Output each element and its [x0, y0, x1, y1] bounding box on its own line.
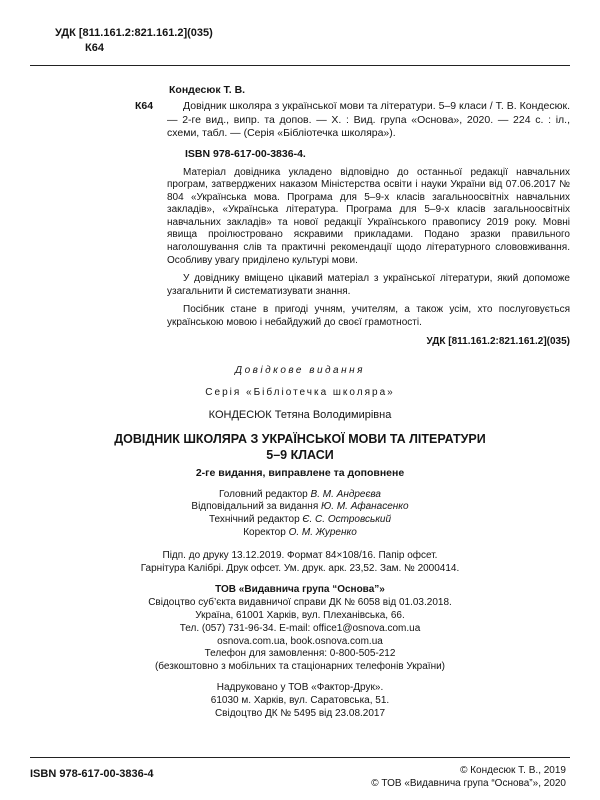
- edition-block: [30, 364, 570, 721]
- top-divider: [30, 65, 570, 66]
- printer-block: [30, 682, 570, 720]
- edition-kind: Довідкове видання: [235, 364, 365, 376]
- publisher-address: Україна, 61001 Харків, вул. Плеханівська, 66.: [195, 610, 405, 621]
- staff-role: Головний редактор: [218, 488, 308, 500]
- order-phone-note: (безкоштовно з мобільних та стаціонарних телефонів України): [154, 661, 446, 673]
- staff-credit: [30, 514, 570, 527]
- catalog-code: К64: [135, 100, 154, 112]
- printer-name: Надруковано у ТОВ «Фактор-Друк».: [216, 681, 384, 693]
- print-parameters-line: Підп. до друку 13.12.2019. Формат 84×108/16. Папір офсет.: [162, 549, 438, 561]
- staff-credit: [30, 527, 570, 540]
- publisher-block: [30, 584, 570, 674]
- annotation-paragraph: У довіднику вміщено цікавий матеріал з української літератури, який допоможе узагальнити й систематизувати знання.: [167, 273, 570, 297]
- staff-credit: [30, 501, 570, 514]
- book-title-classes: 5–9 КЛАСИ: [266, 447, 334, 462]
- staff-role: Технічний редактор: [208, 514, 300, 526]
- book-title: ДОВІДНИК ШКОЛЯРА З УКРАЇНСЬКОЇ МОВИ ТА ЛІТЕРАТУРИ: [114, 431, 486, 446]
- isbn-footer: ISBN 978-617-00-3836-4: [30, 768, 154, 780]
- order-phone: Телефон для замовлення: 0-800-505-212: [204, 648, 396, 660]
- print-parameters: [30, 550, 570, 576]
- bottom-divider: [30, 757, 570, 758]
- staff-name: О. М. Журенко: [288, 527, 357, 539]
- staff-name: В. М. Андреєва: [310, 488, 381, 500]
- publisher-contacts: Тел. (057) 731-96-34. E-mail: office1@osnova.com.ua: [179, 622, 421, 634]
- print-parameters-line: Гарнітура Калібрі. Друк офсет. Ум. друк. арк. 23,52. Зам. № 2000414.: [140, 562, 460, 574]
- catalog-author: Кондесюк Т. В.: [169, 84, 246, 96]
- series-name: Серія «Бібліотечка школяра»: [205, 386, 395, 398]
- publisher-certificate: Свідоцтво суб’єкта видавничої справи ДК № 6058 від 01.03.2018.: [148, 597, 452, 609]
- author-full-name: КОНДЕСЮК Тетяна Володимирівна: [208, 408, 392, 421]
- catalog-block: [135, 84, 570, 348]
- printer-certificate: Свідоцтво ДК № 5495 від 23.08.2017: [214, 707, 386, 719]
- staff-name: Є. С. Островський: [302, 514, 392, 526]
- staff-name: Ю. М. Афанасенко: [321, 501, 409, 513]
- page-footer: [30, 757, 570, 790]
- annotation-paragraph: Посібник стане в пригоді учням, учителям, а також усім, хто послуговується українською мовою і небайдужий до своєї грамотності.: [167, 304, 570, 329]
- staff-credit: [30, 489, 570, 502]
- catalog-entry: [135, 100, 570, 141]
- udk-code-bottom: УДК [811.161.2:821.161.2](035): [426, 335, 570, 347]
- footer-row: [30, 764, 570, 790]
- annotation-paragraph: Матеріал довідника укладено відповідно до останньої редакції навчальних програм, затверджених наказом Міністерства освіти і науки України від 07.06.2017 № 804 «Українська мова. Програма для 5–9-х класів загальноосвітніх навчальних закладів», «Українська література. Програма для 5–9-х класів загальноосвітніх навчальних закладів» та нової редакції Українського правопису 2019 року. Мовні явища проілюстровано яскравими прикладами. Подано зразки правильного наголошування слів та практичні рекомендації щодо літературного слововживання. Особливу увагу приділено культурі мови.: [167, 166, 570, 266]
- staff-role: Відповідальний за видання: [191, 501, 319, 513]
- bibliographic-record: Довідник школяра з української мови та літератури. 5–9 класи / Т. В. Кондесюк. — 2-ге вид., випр. та допов. — Х. : Вид. група «Основа», 2020. — 224 с. : іл., схеми, табл. — (Серія «Бібліотечка школяра»).: [167, 100, 570, 139]
- publisher-name: ТОВ «Видавнича група “Основа”»: [215, 584, 385, 596]
- udk-code-top: УДК [811.161.2:821.161.2](035): [55, 27, 213, 39]
- staff-credits: [30, 489, 570, 540]
- edition-note: 2-ге видання, виправлене та доповнене: [195, 466, 405, 479]
- copyright-publisher: © ТОВ «Видавнича група “Основа”», 2020: [371, 778, 566, 789]
- top-codes: [30, 26, 570, 55]
- printer-address: 61030 м. Харків, вул. Саратовська, 51.: [210, 694, 390, 706]
- copyright-block: [371, 764, 570, 790]
- copyright-author: © Кондесюк Т. В., 2019: [460, 765, 566, 776]
- catalog-code-top: К64: [85, 42, 104, 54]
- publisher-websites: osnova.com.ua, book.osnova.com.ua: [217, 635, 383, 647]
- isbn-note: ISBN 978-617-00-3836-4.: [185, 147, 306, 160]
- staff-role: Коректор: [243, 527, 286, 539]
